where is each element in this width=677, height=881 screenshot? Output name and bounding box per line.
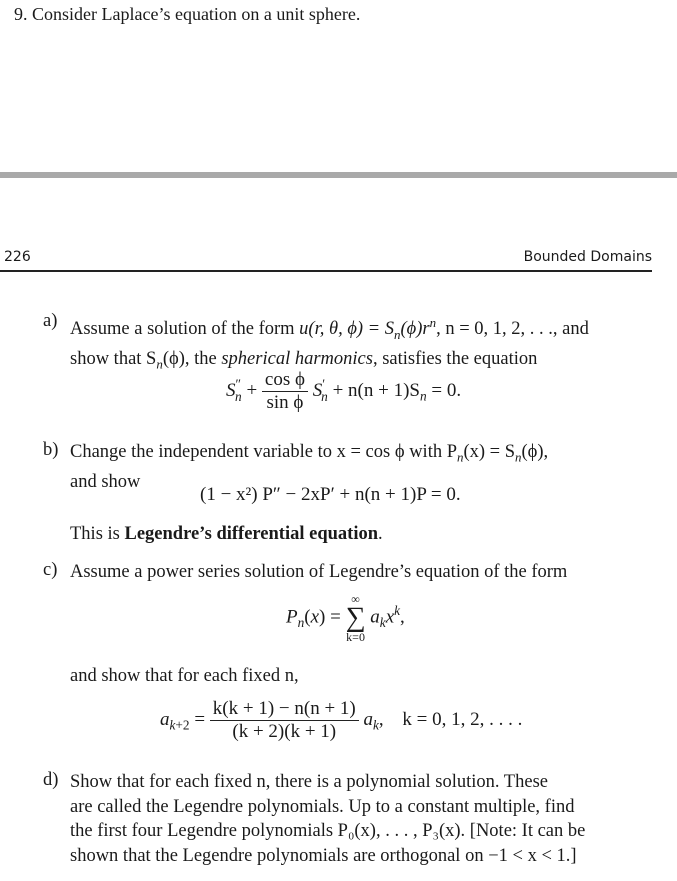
- part-c-recurrence: $a_{k+2}$ = $\frac{k(k + 1) - n(n + 1)}{(k + 2)(k + 1)}$ $a_k$, k = 0, 1, 2, . . . .: [160, 698, 523, 742]
- part-d-text: Show that for each fixed n, there is a polynomial solution. These are called the Legendre polynomials. Up to a constant multiple, find the first four Legendre polynomials P₀(x), . . . , P₃(x). [Note: It can be shown that the Legendre polynomials are orthogonal on −1 < x < 1.]: [70, 772, 586, 866]
- part-a-label: a): [43, 311, 58, 331]
- page-divider: [0, 172, 677, 178]
- part-c-text: Assume a power series solution of Legendre’s equation of the form: [70, 562, 568, 582]
- problem-heading: 9. Consider Laplace’s equation on a unit sphere.: [14, 4, 361, 24]
- part-a-equation: $S''_n$ + $\frac{\text{cos ϕ}}{\text{sin ϕ}}$ $S'_n + n(n + 1)S_n = 0$.: [226, 369, 462, 413]
- page-number: 226: [4, 249, 31, 265]
- part-c-label: c): [43, 560, 58, 580]
- part-d-label: d): [43, 770, 59, 790]
- running-head: Bounded Domains: [523, 249, 652, 265]
- part-b-conclusion: This is Legendre’s differential equation.: [70, 524, 383, 544]
- part-a-text: Assume a solution of the form u(r, θ, $\phi) = S_n(\phi)r^n$, n = 0, 1, 2, . . ., and show that $S_n(\phi)$, the spherical harmonics, satisfies the equation: [70, 315, 589, 373]
- part-c-text-2: and show that for each fixed n,: [70, 666, 299, 686]
- part-b-label: b): [43, 440, 59, 460]
- part-b-equation: (1 − x²) P″ − 2xP′ + n(n + 1)P = 0.: [200, 484, 461, 505]
- part-b-text: Change the independent variable to x = cos ϕ with $P_n(x) = S_n(\phi)$, and show: [70, 442, 549, 493]
- header-rule: [0, 270, 652, 272]
- part-c-series-equation: $P_n(x)$ = ∞ ∑ k=0 $a_kx^k$,: [286, 592, 405, 644]
